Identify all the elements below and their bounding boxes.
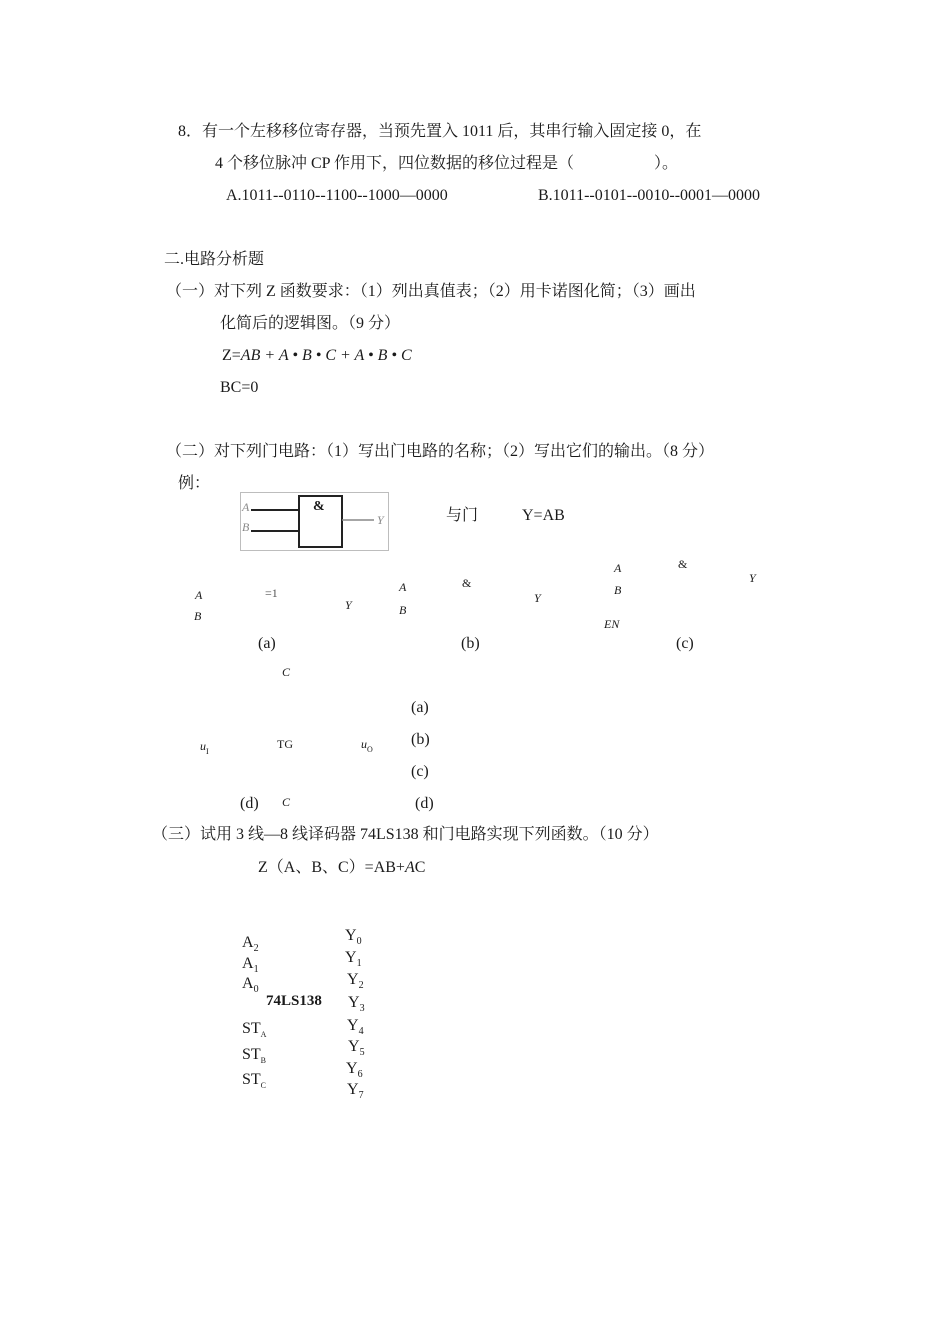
decoder-output-y5-base: Y <box>348 1038 360 1055</box>
decoder-output-y5-sub: 5 <box>359 1047 365 1058</box>
p3-formula-italic: A <box>404 859 415 876</box>
gate-b-input-b: B <box>399 603 407 617</box>
tg-label: TG <box>277 737 293 751</box>
decoder-input-a1-sub: 1 <box>253 964 259 975</box>
tg-input <box>200 740 209 756</box>
tg-control-bottom: C <box>282 795 291 809</box>
decoder-output-y0 <box>345 928 362 947</box>
decoder-output-y1-sub: 1 <box>356 958 362 969</box>
gate-b-caption: (b) <box>461 635 480 652</box>
decoder-input-a2-sub: 2 <box>253 943 259 954</box>
decoder-output-y3-base: Y <box>348 994 360 1011</box>
decoder-output-y7 <box>347 1082 364 1101</box>
p2-line1: （二）对下列门电路：（1）写出门电路的名称；（2）写出它们的输出。（8 分） <box>166 443 715 460</box>
answer-label-a: (a) <box>411 699 429 716</box>
example-and-gate <box>240 492 389 551</box>
tg-caption: (d) <box>240 795 259 812</box>
p1-line1: （一）对下列 Z 函数要求：（1）列出真值表；（2）用卡诺图化简；（3）画出 <box>166 283 696 300</box>
gate-c-enable: EN <box>604 617 620 631</box>
example-gate-input-b: B <box>242 520 250 534</box>
answer-label-b: (b) <box>411 731 430 748</box>
decoder-name: 74LS138 <box>266 993 322 1009</box>
decoder-output-y4-base: Y <box>347 1017 359 1034</box>
p1-formula <box>222 348 412 364</box>
gate-a-input-b: B <box>194 609 202 623</box>
p1-formula-prefix: Z= <box>222 347 241 364</box>
example-gate-name: 与门 <box>446 507 479 524</box>
decoder-output-y6 <box>346 1061 363 1080</box>
decoder-output-y1-base: Y <box>345 949 357 966</box>
decoder-input-stb-sub: B <box>260 1056 267 1065</box>
gate-c-caption: (c) <box>676 635 694 652</box>
gate-a-symbol: =1 <box>265 586 278 600</box>
decoder-input-stc <box>242 1072 266 1090</box>
decoder-output-y7-sub: 7 <box>358 1090 364 1101</box>
gate-c-input-a: A <box>614 561 622 575</box>
p3-formula-suffix: C <box>414 859 426 876</box>
decoder-output-y2-sub: 2 <box>358 980 364 991</box>
decoder-input-stc-sub: C <box>260 1081 267 1090</box>
decoder-input-stc-base: ST <box>242 1071 261 1088</box>
example-gate-output: Y <box>377 513 384 527</box>
decoder-output-y7-base: Y <box>347 1081 359 1098</box>
p3-line1: （三）试用 3 线—8 线译码器 74LS138 和门电路实现下列函数。（10 分） <box>152 826 659 843</box>
example-gate-output-expr: Y=AB <box>522 507 565 524</box>
decoder-output-y0-sub: 0 <box>356 936 362 947</box>
decoder-output-y6-sub: 6 <box>357 1069 363 1080</box>
gate-b-output: Y <box>534 591 541 605</box>
tg-output-u: u <box>361 737 367 751</box>
tg-output <box>361 738 373 754</box>
gate-b-symbol: & <box>462 576 472 590</box>
q8-option-b: B.1011--0101--0010--0001—0000 <box>538 187 761 204</box>
gate-a-input-a: A <box>195 588 203 602</box>
decoder-output-y3-sub: 3 <box>359 1003 365 1014</box>
section2-title: 二.电路分析题 <box>164 251 265 268</box>
tg-control-top: C <box>282 665 291 679</box>
decoder-input-stb-base: ST <box>242 1046 261 1063</box>
decoder-input-a0-sub: 0 <box>253 984 259 995</box>
answer-label-c: (c) <box>411 763 429 780</box>
decoder-output-y5 <box>348 1039 365 1058</box>
decoder-output-y2-base: Y <box>347 971 359 988</box>
gate-c-input-b: B <box>614 583 622 597</box>
p1-formula-expr: AB + A • B • C + A • B • C <box>240 347 412 364</box>
decoder-input-sta <box>242 1021 266 1039</box>
p3-formula-prefix: Z（A、B、C）=AB+ <box>258 859 405 876</box>
p1-constraint: BC=0 <box>220 379 259 396</box>
decoder-output-y4 <box>347 1018 364 1037</box>
q8-option-a: A.1011--0110--1100--1000—0000 <box>226 187 448 204</box>
example-gate-symbol: & <box>313 499 325 514</box>
decoder-input-stb <box>242 1047 266 1065</box>
gate-a-output: Y <box>345 598 352 612</box>
answer-label-d: (d) <box>415 795 434 812</box>
decoder-input-a0 <box>242 976 259 995</box>
tg-output-sub: O <box>367 745 373 754</box>
decoder-input-a2-base: A <box>242 934 254 951</box>
p2-example-label: 例： <box>178 475 211 492</box>
decoder-input-a2 <box>242 935 259 954</box>
decoder-input-a1 <box>242 956 259 975</box>
tg-input-sub: I <box>206 747 209 756</box>
decoder-input-a1-base: A <box>242 955 254 972</box>
gate-a-caption: (a) <box>258 635 276 652</box>
gate-b-input-a: A <box>399 580 407 594</box>
decoder-input-a0-base: A <box>242 975 254 992</box>
decoder-output-y6-base: Y <box>346 1060 358 1077</box>
example-gate-input-a: A <box>242 500 250 514</box>
decoder-input-sta-sub: A <box>260 1030 267 1039</box>
tg-input-u: u <box>200 739 206 753</box>
p3-formula <box>258 860 425 876</box>
gate-c-symbol: & <box>678 557 688 571</box>
q8-line1: 8．有一个左移移位寄存器，当预先置入 1011 后，其串行输入固定接 0，在 <box>178 123 702 140</box>
decoder-input-sta-base: ST <box>242 1020 261 1037</box>
decoder-output-y2 <box>347 972 364 991</box>
decoder-output-y4-sub: 4 <box>358 1026 364 1037</box>
q8-line2: 4 个移位脉冲 CP 作用下，四位数据的移位过程是（ ）。 <box>215 155 678 172</box>
decoder-output-y0-base: Y <box>345 927 357 944</box>
p1-line2: 化简后的逻辑图。（9 分） <box>220 315 401 332</box>
gate-c-output: Y <box>749 571 756 585</box>
decoder-output-y1 <box>345 950 362 969</box>
decoder-output-y3 <box>348 995 365 1014</box>
